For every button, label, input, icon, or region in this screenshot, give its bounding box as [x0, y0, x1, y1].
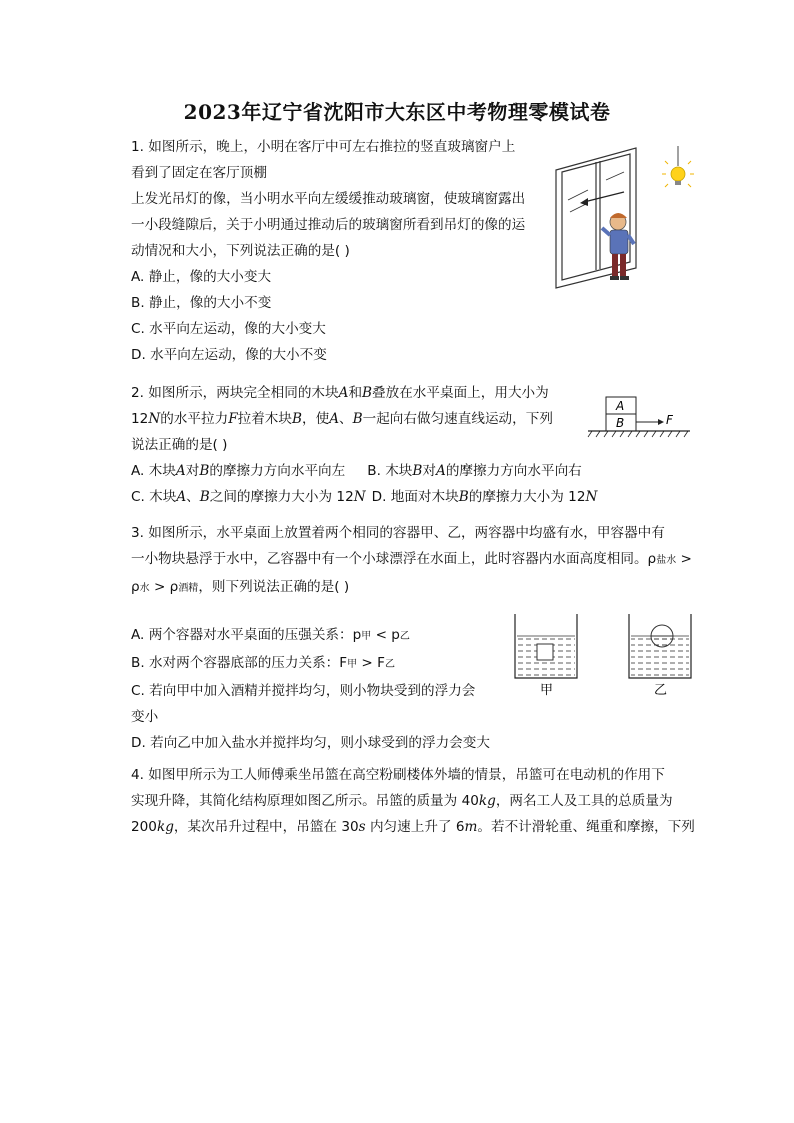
- q2-options-cd: [131, 484, 597, 510]
- suspended-block: [537, 644, 553, 660]
- q2-line-1: 2. 如图所示，两块完全相同的木块A和B叠放在水平桌面上，用大小为: [131, 385, 549, 401]
- q2-option-b: B. 木块B对A的摩擦力方向水平向右: [367, 463, 582, 479]
- q1-line-2: 看到了固定在客厅顶棚: [131, 165, 267, 181]
- q1-figure: [548, 140, 698, 290]
- q3-figure: [510, 612, 700, 704]
- container-jia: [515, 614, 577, 678]
- floating-ball: [651, 625, 673, 636]
- q3-option-b: B. 水对两个容器底部的压力关系：F甲 > F乙: [131, 655, 395, 671]
- page-title: 2023年辽宁省沈阳市大东区中考物理零模试卷: [183, 100, 611, 124]
- question-1: [131, 134, 525, 368]
- q1-line-4: 一小段缝隙后，关于小明通过推动后的玻璃窗所看到吊灯的像的运: [131, 217, 526, 233]
- q3-line-1: 3. 如图所示，水平桌面上放置着两个相同的容器甲、乙，两容器中均盛有水，甲容器中有: [131, 525, 665, 541]
- q1-line-1: 1. 如图所示，晚上，小明在客厅中可左右推拉的竖直玻璃窗户上: [131, 139, 516, 155]
- q2-option-c: C. 木块A、B之间的摩擦力大小为 12N: [131, 489, 366, 505]
- q1-option-d: D. 水平向左运动，像的大小不变: [131, 347, 327, 363]
- container-yi: [629, 614, 691, 678]
- q3-line-3: ρ水 > ρ酒精，则下列说法正确的是( ): [131, 579, 350, 595]
- q2-line-2: 12N的水平拉力F拉着木块B，使A、B一起向右做匀速直线运动，下列: [131, 411, 553, 427]
- question-2: [131, 380, 597, 510]
- container-yi-label: 乙: [654, 683, 668, 698]
- q3-option-c: C. 若向甲中加入酒精并搅拌均匀，则小物块受到的浮力会: [131, 683, 476, 699]
- container-jia-label: 甲: [540, 683, 554, 698]
- block-b-label: B: [616, 416, 625, 430]
- q4-line-1: 4. 如图甲所示为工人师傅乘坐吊篮在高空粉刷楼体外墙的情景，吊篮可在电动机的作用下: [131, 767, 665, 783]
- q2-option-a: A. 木块A对B的摩擦力方向水平向左: [131, 463, 346, 479]
- q3-option-c-cont: 变小: [131, 709, 159, 725]
- q1-option-c: C. 水平向左运动，像的大小变大: [131, 321, 326, 337]
- q1-line-5: 动情况和大小，下列说法正确的是( ): [131, 243, 350, 259]
- force-label: F: [666, 413, 673, 427]
- q3-line-2: 一小物块悬浮于水中，乙容器中有一个小球漂浮在水面上，此时容器内水面高度相同。ρ盐水 >: [131, 551, 692, 567]
- block-a-label: A: [616, 399, 625, 413]
- lamp-icon: [662, 146, 694, 187]
- q3-option-d: D. 若向乙中加入盐水并搅拌均匀，则小球受到的浮力会变大: [131, 735, 490, 751]
- q4-line-2: 实现升降，其简化结构原理如图乙所示。吊篮的质量为 40kg，两名工人及工具的总质量为: [131, 793, 673, 809]
- question-4: [131, 762, 695, 840]
- q2-option-d: D. 地面对木块B的摩擦力大小为 12N: [371, 489, 598, 505]
- q2-line-3: 说法正确的是( ): [131, 437, 228, 453]
- q2-figure: [586, 392, 696, 442]
- q4-line-3: 200kg，某次吊升过程中，吊篮在 30s 内匀速上升了 6m。若不计滑轮重、绳重和摩擦，下列: [131, 819, 695, 835]
- q2-options-ab: [131, 458, 597, 484]
- table-hatching: [588, 431, 688, 437]
- q1-option-b: B. 静止，像的大小不变: [131, 295, 272, 311]
- q1-line-3: 上发光吊灯的像，当小明水平向左缓缓推动玻璃窗，使玻璃窗露出: [131, 191, 526, 207]
- q3-option-a: A. 两个容器对水平桌面的压强关系：p甲 < p乙: [131, 627, 410, 643]
- q1-option-a: A. 静止，像的大小变大: [131, 269, 272, 285]
